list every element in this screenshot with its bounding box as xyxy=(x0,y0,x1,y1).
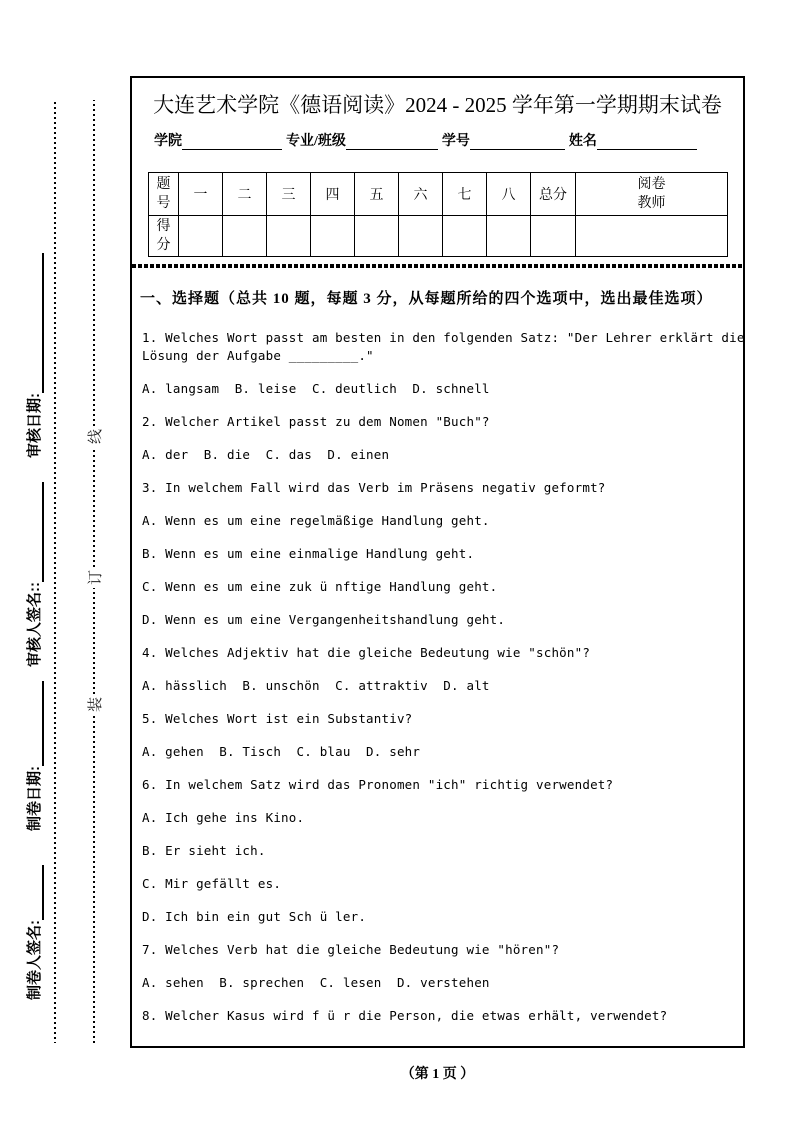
exam-title: 大连艺术学院《德语阅读》2024 - 2025 学年第一学期期末试卷 xyxy=(153,93,722,117)
paper-maker-signature-field xyxy=(23,865,44,1000)
q3-text: 3. In welchem Fall wird das Verb im Präsens negativ geformt? xyxy=(142,480,606,495)
score-cell xyxy=(311,216,355,257)
grader-cell xyxy=(576,216,728,257)
name-field xyxy=(569,130,697,150)
q6-option-a: A. Ich gehe ins Kino. xyxy=(142,810,305,825)
student-id-label: 学号 xyxy=(441,134,470,149)
page-number-footer: （第 1 页 ） xyxy=(400,1067,475,1082)
question-list xyxy=(142,329,745,1040)
score-col-header: 四 xyxy=(311,173,355,216)
score-cell xyxy=(223,216,267,257)
grader-header-cell: 阅卷教师 xyxy=(576,173,728,216)
score-col-header: 二 xyxy=(223,173,267,216)
reviewer-signature-label: 审核人签名:: xyxy=(25,582,43,667)
score-cell xyxy=(487,216,531,257)
major-class-field xyxy=(286,130,438,150)
paper-maker-signature-label: 制卷人签名: xyxy=(25,920,43,1000)
major-class-label: 专业/班级 xyxy=(286,134,346,149)
binding-char-xian: 线 xyxy=(87,428,104,444)
paper-maker-signature-blank xyxy=(29,865,44,920)
score-col-header: 总分 xyxy=(531,173,576,216)
student-info-line xyxy=(154,130,729,150)
q6-option-b: B. Er sieht ich. xyxy=(142,843,266,858)
score-cell xyxy=(443,216,487,257)
score-cell xyxy=(267,216,311,257)
score-col-header: 八 xyxy=(487,173,531,216)
dotted-segment xyxy=(93,588,95,694)
score-table xyxy=(148,172,728,257)
name-blank xyxy=(597,135,697,150)
score-cell xyxy=(355,216,399,257)
score-table-score-row xyxy=(149,216,728,257)
q1-text-line1: 1. Welches Wort passt am besten in den folgenden Satz: "Der Lehrer erklärt die xyxy=(142,330,745,345)
score-cell xyxy=(399,216,443,257)
score-label-cell: 得分 xyxy=(149,216,179,257)
q7-text: 7. Welches Verb hat die gleiche Bedeutung wie "hören"? xyxy=(142,942,560,957)
q7-options: A. sehen B. sprechen C. lesen D. verstehen xyxy=(142,975,490,990)
score-col-header: 一 xyxy=(179,173,223,216)
name-label: 姓名 xyxy=(568,134,597,149)
score-col-header: 七 xyxy=(443,173,487,216)
score-cell xyxy=(531,216,576,257)
score-cell xyxy=(179,216,223,257)
review-date-field xyxy=(23,253,44,458)
binding-char-zhuang: 装 xyxy=(87,696,104,712)
college-blank xyxy=(182,135,282,150)
college-field xyxy=(154,130,282,150)
binding-margin-labels xyxy=(22,98,44,1048)
binding-dotted-line xyxy=(54,102,56,1043)
q1-options: A. langsam B. leise C. deutlich D. schnell xyxy=(142,381,490,396)
score-col-header: 三 xyxy=(267,173,311,216)
reviewer-signature-blank xyxy=(29,482,44,582)
reviewer-signature-field xyxy=(23,482,44,667)
score-col-header: 六 xyxy=(399,173,443,216)
student-id-field xyxy=(442,130,565,150)
q3-option-b: B. Wenn es um eine einmalige Handlung geht. xyxy=(142,546,475,561)
section-one-heading: 一、选择题（总共 10 题，每题 3 分，从每题所给的四个选项中，选出最佳选项） xyxy=(140,291,713,307)
q1-text-line2: Lösung der Aufgabe _________." xyxy=(142,348,374,363)
paper-made-date-field xyxy=(23,681,44,831)
q3-option-a: A. Wenn es um eine regelmäßige Handlung geht. xyxy=(142,513,490,528)
score-table-header-row xyxy=(149,173,728,216)
paper-made-date-blank xyxy=(29,681,44,766)
q4-text: 4. Welches Adjektiv hat die gleiche Bedeutung wie "schön"? xyxy=(142,645,591,660)
question-number-label-cell: 题号 xyxy=(149,173,179,216)
binding-seam-line xyxy=(84,100,104,1043)
q8-text: 8. Welcher Kasus wird f ü r die Person, die etwas erhält, verwendet? xyxy=(142,1008,668,1023)
dotted-segment xyxy=(93,100,95,426)
q6-option-d: D. Ich bin ein gut Sch ü ler. xyxy=(142,909,367,924)
q5-text: 5. Welches Wort ist ein Substantiv? xyxy=(142,711,413,726)
dotted-separator xyxy=(132,264,743,268)
q2-text: 2. Welcher Artikel passt zu dem Nomen "Buch"? xyxy=(142,414,490,429)
q3-option-d: D. Wenn es um eine Vergangenheitshandlung geht. xyxy=(142,612,506,627)
q4-options: A. hässlich B. unschön C. attraktiv D. alt xyxy=(142,678,490,693)
q2-options: A. der B. die C. das D. einen xyxy=(142,447,390,462)
q5-options: A. gehen B. Tisch C. blau D. sehr xyxy=(142,744,421,759)
q6-text: 6. In welchem Satz wird das Pronomen "ich" richtig verwendet? xyxy=(142,777,614,792)
review-date-blank xyxy=(29,253,44,393)
review-date-label: 审核日期: xyxy=(25,393,43,458)
college-label: 学院 xyxy=(154,134,182,149)
major-class-blank xyxy=(346,135,438,150)
q3-option-c: C. Wenn es um eine zuk ü nftige Handlung geht. xyxy=(142,579,498,594)
student-id-blank xyxy=(470,135,565,150)
score-col-header: 五 xyxy=(355,173,399,216)
paper-made-date-label: 制卷日期: xyxy=(25,766,43,831)
dotted-segment xyxy=(93,715,95,1043)
dotted-segment xyxy=(93,447,95,567)
binding-char-ding: 订 xyxy=(87,569,104,585)
exam-paper-box xyxy=(130,76,745,1048)
q6-option-c: C. Mir gefällt es. xyxy=(142,876,282,891)
